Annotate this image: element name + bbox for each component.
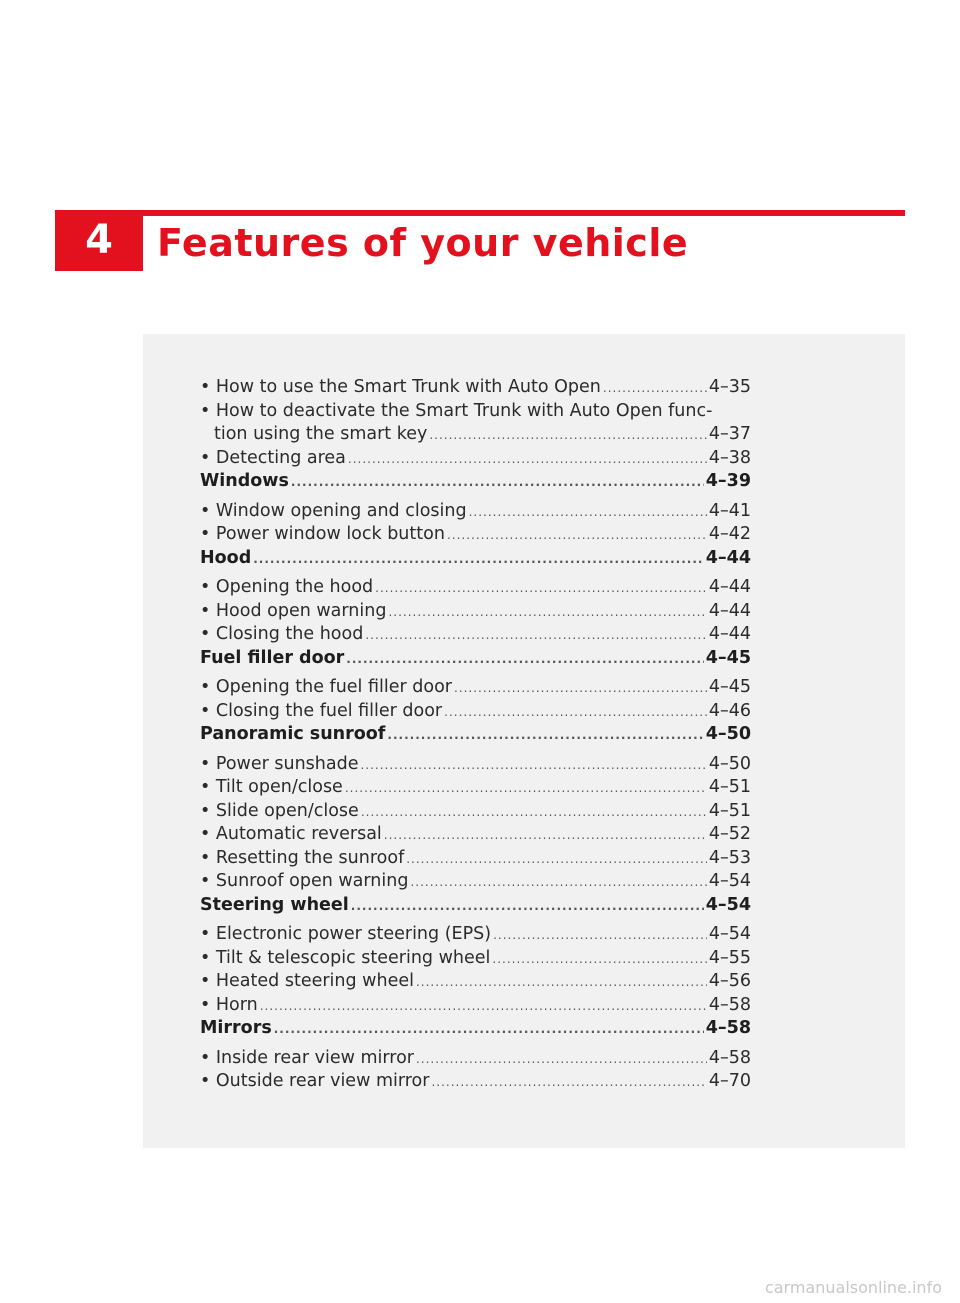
- toc-entry[interactable]: [200, 400, 751, 424]
- toc-label: • Heated steering wheel: [200, 971, 414, 991]
- toc-entry[interactable]: [200, 847, 751, 871]
- toc-entry[interactable]: [200, 576, 751, 600]
- toc-label: • Sunroof open warning: [200, 871, 409, 891]
- chapter-number: 4: [55, 210, 143, 271]
- toc-label: • Opening the hood: [200, 577, 374, 597]
- toc-page-number: 4–44: [708, 600, 751, 621]
- toc-page-number: 4–45: [705, 647, 751, 668]
- toc-page-number: 4–56: [708, 971, 751, 991]
- toc-entry[interactable]: [200, 676, 751, 700]
- toc-label: • Horn: [200, 994, 258, 1015]
- toc-entry[interactable]: [200, 923, 751, 947]
- toc-section[interactable]: [200, 723, 751, 747]
- toc-section[interactable]: [200, 1017, 751, 1041]
- toc-entry[interactable]: [200, 1070, 751, 1094]
- toc-label: Hood: [200, 547, 252, 568]
- chapter-title: Features of your vehicle: [157, 221, 689, 265]
- toc-leader-dots: [274, 1018, 704, 1042]
- toc-entry[interactable]: [200, 870, 751, 894]
- toc-leader-dots: [345, 777, 707, 801]
- toc-entry[interactable]: [200, 376, 751, 400]
- toc-entry[interactable]: [200, 623, 751, 647]
- toc-entry[interactable]: [200, 800, 751, 824]
- toc-page-number: 4–50: [705, 724, 751, 744]
- toc-leader-dots: [444, 701, 707, 725]
- toc-leader-dots: [431, 1071, 706, 1095]
- toc-entry[interactable]: [200, 947, 751, 971]
- toc-label: • Power window lock button: [200, 524, 445, 544]
- toc-entry[interactable]: [200, 600, 751, 624]
- toc-page-number: 4–58: [708, 994, 751, 1015]
- toc-entry[interactable]: [200, 994, 751, 1018]
- toc-label: • Detecting area: [200, 447, 346, 468]
- toc-leader-dots: [253, 548, 704, 572]
- toc-leader-dots: [291, 471, 704, 495]
- toc-label: • Power sunshade: [200, 753, 359, 774]
- toc-section[interactable]: [200, 470, 751, 494]
- toc-leader-dots: [410, 871, 706, 895]
- toc-page-number: 4–38: [708, 447, 751, 468]
- toc-leader-dots: [493, 924, 707, 948]
- toc-leader-dots: [469, 501, 707, 525]
- toc-label: • Resetting the sunroof: [200, 847, 405, 868]
- toc-leader-dots: [351, 895, 704, 919]
- toc-label: Steering wheel: [200, 894, 349, 915]
- toc-page-number: 4–44: [708, 624, 751, 644]
- toc-label: • How to use the Smart Trunk with Auto Open: [200, 377, 601, 397]
- toc-label: • Opening the fuel filler door: [200, 677, 452, 697]
- toc-label: • Tilt open/close: [200, 777, 343, 797]
- toc-page-number: 4–41: [708, 500, 751, 521]
- toc-entry[interactable]: [200, 500, 751, 524]
- toc-page-number: 4–37: [708, 424, 751, 444]
- toc-page-number: 4–35: [708, 377, 751, 397]
- toc-page-number: 4–52: [708, 824, 751, 844]
- toc-leader-dots: [454, 677, 707, 701]
- toc-label: Mirrors: [200, 1018, 272, 1038]
- toc-label: Fuel filler door: [200, 647, 345, 668]
- toc-leader-dots: [447, 524, 707, 548]
- toc-page-number: 4–53: [708, 847, 751, 868]
- toc-label: tion using the smart key: [214, 424, 428, 444]
- toc-leader-dots: [346, 648, 703, 672]
- table-of-contents: [200, 376, 751, 1094]
- toc-page-number: 4–58: [708, 1047, 751, 1068]
- toc-leader-dots: [387, 724, 703, 748]
- toc-label: • Inside rear view mirror: [200, 1047, 414, 1068]
- toc-leader-dots: [388, 601, 706, 625]
- watermark: carmanualsonline.info: [764, 1278, 942, 1297]
- toc-page-number: 4–46: [708, 700, 751, 721]
- toc-entry[interactable]: [200, 753, 751, 777]
- toc-page-number: 4–51: [708, 777, 751, 797]
- toc-leader-dots: [365, 624, 707, 648]
- toc-page-number: 4–54: [708, 871, 751, 891]
- toc-entry[interactable]: [200, 700, 751, 724]
- toc-entry[interactable]: [200, 776, 751, 800]
- toc-label: Panoramic sunroof: [200, 724, 386, 744]
- toc-section[interactable]: [200, 547, 751, 571]
- toc-page-number: 4–54: [705, 894, 751, 915]
- toc-label: • Closing the fuel filler door: [200, 700, 443, 721]
- toc-page-number: 4–50: [708, 753, 751, 774]
- toc-leader-dots: [375, 577, 707, 601]
- toc-label: • Tilt & telescopic steering wheel: [200, 947, 491, 968]
- toc-label: • Automatic reversal: [200, 824, 382, 844]
- toc-entry[interactable]: [200, 1047, 751, 1071]
- toc-page-number: 4–55: [708, 947, 751, 968]
- toc-page-number: 4–39: [705, 471, 751, 491]
- toc-section[interactable]: [200, 647, 751, 671]
- toc-leader-dots: [360, 754, 706, 778]
- toc-entry[interactable]: [200, 423, 751, 447]
- toc-label: • Slide open/close: [200, 800, 359, 821]
- toc-leader-dots: [492, 948, 706, 972]
- toc-page-number: 4–45: [708, 677, 751, 697]
- toc-leader-dots: [260, 995, 707, 1019]
- toc-entry[interactable]: [200, 523, 751, 547]
- toc-entry[interactable]: [200, 970, 751, 994]
- toc-page-number: 4–70: [708, 1071, 751, 1091]
- toc-leader-dots: [348, 448, 707, 472]
- toc-leader-dots: [429, 424, 707, 448]
- toc-page-number: 4–44: [705, 547, 751, 568]
- toc-leader-dots: [603, 377, 707, 401]
- toc-section[interactable]: [200, 894, 751, 918]
- toc-label: • Hood open warning: [200, 600, 387, 621]
- toc-page-number: 4–58: [705, 1018, 751, 1038]
- toc-page-number: 4–44: [708, 577, 751, 597]
- toc-label: • Outside rear view mirror: [200, 1071, 430, 1091]
- toc-label: Windows: [200, 471, 289, 491]
- toc-leader-dots: [416, 971, 707, 995]
- toc-page-number: 4–54: [708, 924, 751, 944]
- toc-leader-dots: [416, 1048, 707, 1072]
- toc-page-number: 4–42: [708, 524, 751, 544]
- toc-label: • Window opening and closing: [200, 500, 467, 521]
- toc-label: • Closing the hood: [200, 624, 364, 644]
- toc-label: • Electronic power steering (EPS): [200, 924, 492, 944]
- toc-entry[interactable]: [200, 823, 751, 847]
- toc-page-number: 4–51: [708, 800, 751, 821]
- toc-leader-dots: [406, 848, 707, 872]
- toc-leader-dots: [384, 824, 707, 848]
- toc-entry[interactable]: [200, 447, 751, 471]
- toc-leader-dots: [361, 801, 707, 825]
- toc-label: • How to deactivate the Smart Trunk with Auto Open func-: [200, 400, 713, 421]
